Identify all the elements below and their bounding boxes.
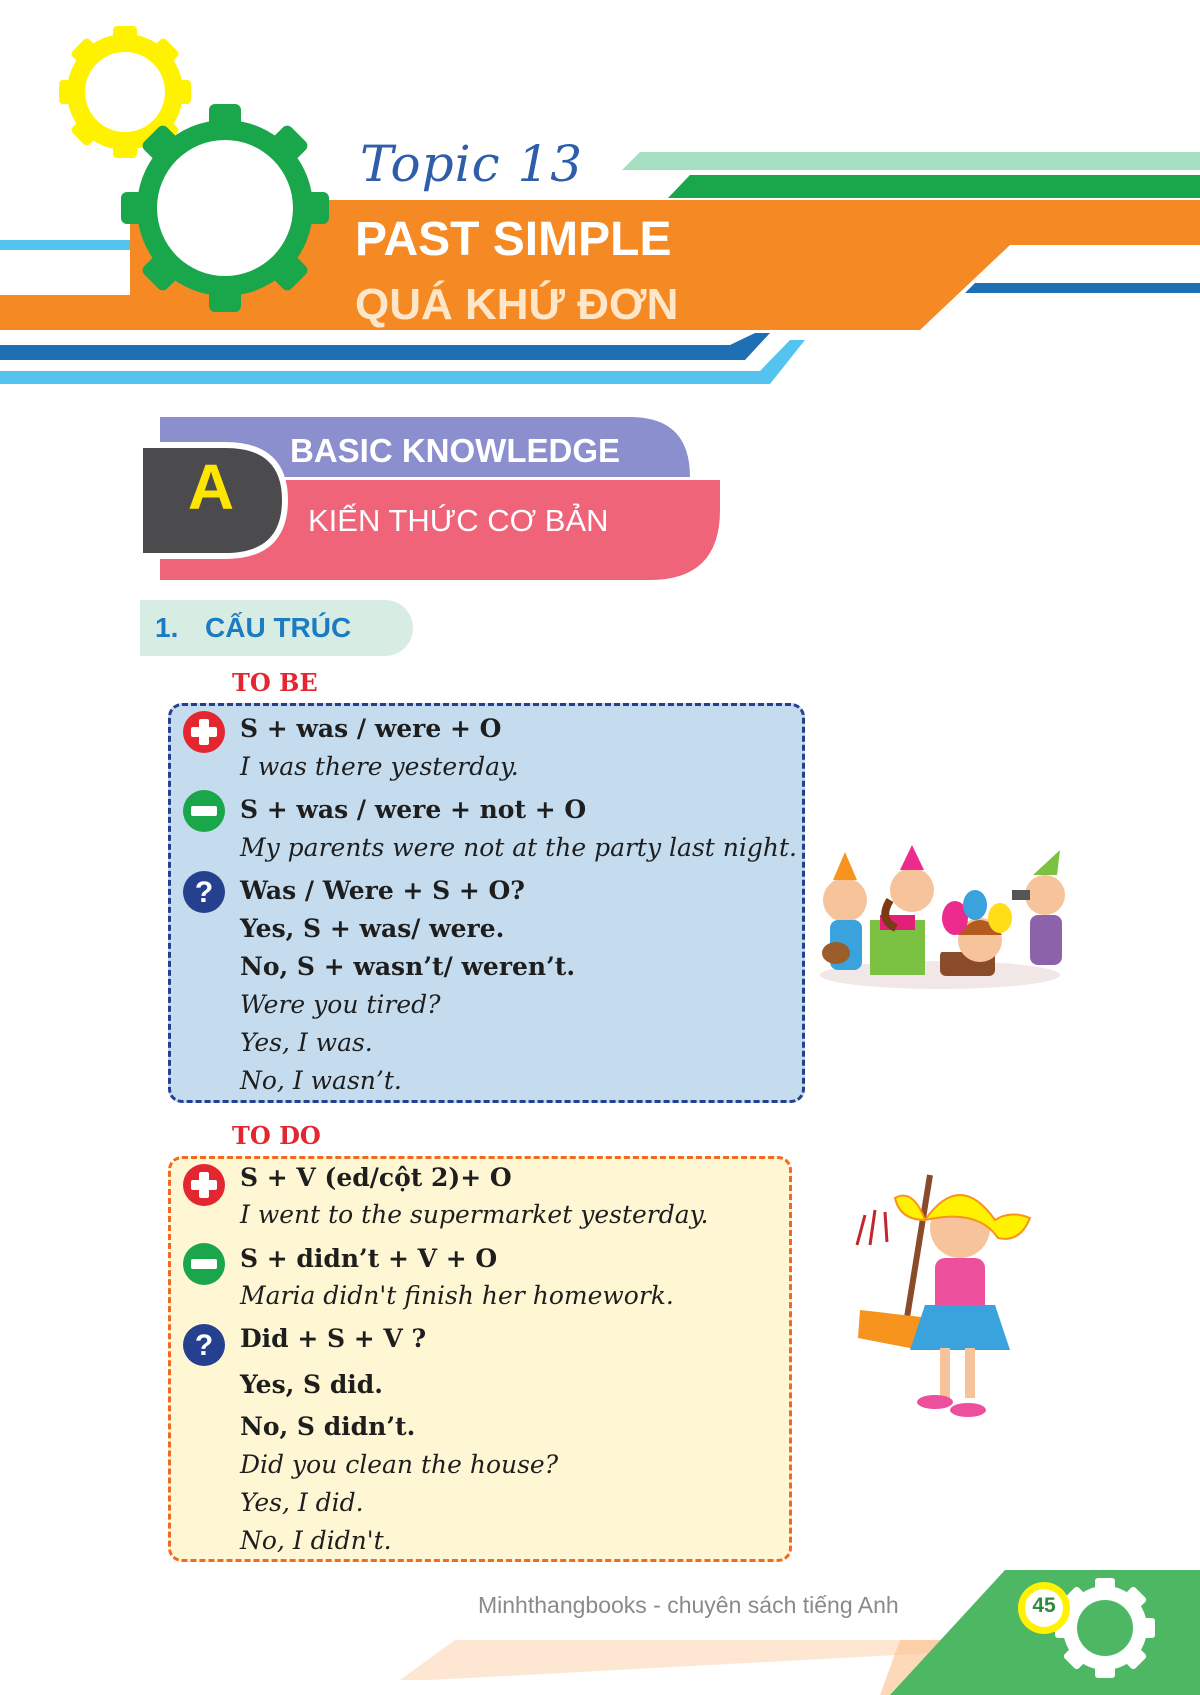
subsection-title: CẤU TRÚC (205, 612, 352, 643)
section-title-vi: KIẾN THỨC CƠ BẢN (308, 503, 609, 538)
page-number: 45 (1032, 1594, 1056, 1617)
to-be-no-answer: No, S + wasn’t/ weren’t. (240, 952, 576, 981)
svg-text:?: ? (194, 876, 214, 909)
to-be-affirmative-formula: S + was / were + O (240, 714, 502, 743)
to-do-question-example: Did you clean the house? (240, 1450, 559, 1479)
to-be-question-formula: Was / Were + S + O? (240, 876, 525, 905)
to-do-no-example: No, I didn't. (240, 1526, 392, 1555)
question-icon (182, 870, 226, 914)
to-do-no-answer: No, S didn’t. (240, 1412, 416, 1441)
section-title-en: BASIC KNOWLEDGE (290, 432, 620, 469)
page-title: PAST SIMPLE (355, 213, 672, 266)
footer-publisher: Minhthangbooks - chuyên sách tiếng Anh (478, 1592, 899, 1618)
party-kids-illustration (820, 845, 1065, 989)
to-be-question-example: Were you tired? (240, 990, 441, 1019)
to-be-yes-answer: Yes, S + was/ were. (240, 914, 505, 943)
to-do-question-formula: Did + S + V ? (240, 1324, 427, 1353)
to-do-negative-formula: S + didn’t + V + O (240, 1244, 498, 1273)
footer-gear-icon (1055, 1578, 1155, 1678)
to-do-affirmative-formula: S + V (ed/cột 2)+ O (240, 1163, 512, 1192)
minus-icon (182, 1242, 226, 1286)
to-be-label: TO BE (232, 668, 318, 697)
to-be-negative-formula: S + was / were + not + O (240, 795, 587, 824)
girl-sweeping-illustration (857, 1175, 1030, 1417)
topic-label: Topic 13 (360, 135, 584, 193)
to-be-yes-example: Yes, I was. (240, 1028, 373, 1057)
green-gear-icon (121, 104, 329, 312)
to-do-label: TO DO (232, 1121, 321, 1150)
to-do-yes-example: Yes, I did. (240, 1488, 364, 1517)
plus-icon (182, 710, 226, 754)
to-be-negative-example: My parents were not at the party last night. (240, 833, 797, 862)
minus-icon (182, 789, 226, 833)
plus-icon (182, 1163, 226, 1207)
to-do-affirmative-example: I went to the supermarket yesterday. (240, 1200, 709, 1229)
page-subtitle: QUÁ KHỨ ĐƠN (355, 280, 679, 329)
svg-text:?: ? (194, 1329, 214, 1362)
to-do-yes-answer: Yes, S did. (240, 1370, 383, 1399)
question-icon (182, 1323, 226, 1367)
to-do-negative-example: Maria didn't finish her homework. (240, 1281, 674, 1310)
to-be-no-example: No, I wasn’t. (240, 1066, 402, 1095)
section-letter: A (187, 451, 235, 523)
to-be-affirmative-example: I was there yesterday. (240, 752, 519, 781)
subsection-number: 1. (155, 612, 179, 643)
